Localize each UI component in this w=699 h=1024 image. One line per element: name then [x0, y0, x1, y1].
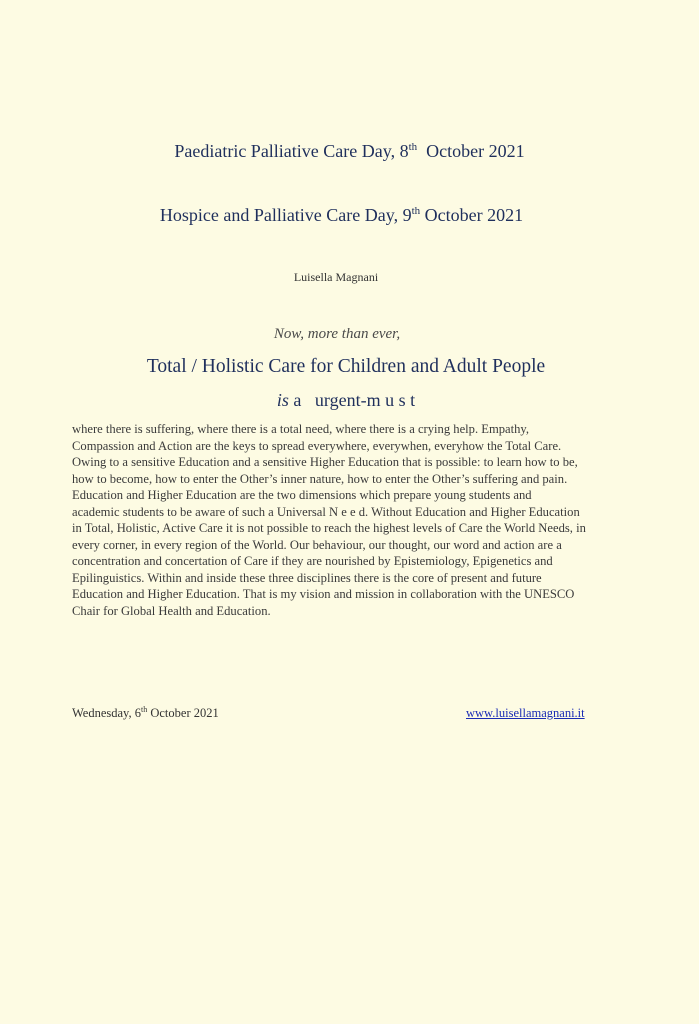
body-line: Education and Higher Education. That is my vision and mission in collaboration with the UNESCO	[72, 587, 575, 601]
title2-text: Hospice and Palliative Care Day, 9	[159, 205, 412, 225]
footer-date-ordinal-suffix: th	[141, 705, 148, 714]
title1-text: Paediatric Palliative Care Day, 8	[174, 141, 409, 161]
urgent-must-line	[0, 390, 692, 411]
body-line: Chair for Global Health and Education.	[72, 603, 271, 618]
body-line: Compassion and Action are the keys to spread everywhere, everywhen, everyhow the Total Care.	[72, 438, 562, 453]
must-text: a urgent-m u s t	[288, 390, 416, 410]
body-line: concentration and concertation of Care if they are nourished by Epistemiology, Epigenetics and	[72, 554, 553, 568]
body-line: Epilinguistics. Within and inside these three disciplines there is the core of present and future	[72, 570, 542, 585]
body-line: academic students to be aware of such a Universal N e e d. Without Education and Higher Education	[72, 504, 580, 519]
body-line: Owing to a sensitive Education and a sensitive Higher Education that is possible: to learn how to be,	[72, 455, 578, 469]
lead-phrase: Now, more than ever,	[273, 326, 401, 342]
event-title-paediatric	[0, 141, 699, 162]
title2-date-tail: October 2021	[420, 205, 524, 225]
title1-date-tail: October 2021	[417, 141, 525, 161]
event-title-hospice	[0, 205, 683, 226]
title1-ordinal-suffix: th	[408, 141, 418, 153]
body-line: how to become, how to enter the Other’s inner nature, how to enter the Other’s suffering and pain.	[72, 471, 568, 486]
body-line: in Total, Holistic, Active Care it is not possible to reach the highest levels of Care the World Needs, in	[72, 521, 586, 535]
footer-date-tail: October 2021	[147, 706, 219, 720]
footer-date-text: Wednesday, 6	[72, 706, 141, 720]
footer-date	[72, 706, 219, 721]
body-line: where there is suffering, where there is a total need, where there is a crying help. Empathy,	[72, 422, 530, 436]
headline: Total / Holistic Care for Children and Adult People	[146, 356, 546, 377]
website-link[interactable]: www.luisellamagnani.it	[466, 706, 585, 720]
author-name: Luisella Magnani	[293, 270, 379, 284]
body-line: Education and Higher Education are the two dimensions which prepare young students and	[72, 488, 532, 502]
body-line: every corner, in every region of the World. Our behaviour, our thought, our word and action are a	[72, 537, 562, 552]
body-paragraph	[72, 421, 644, 619]
is-word: is	[276, 390, 289, 410]
title2-ordinal-suffix: th	[411, 205, 421, 217]
